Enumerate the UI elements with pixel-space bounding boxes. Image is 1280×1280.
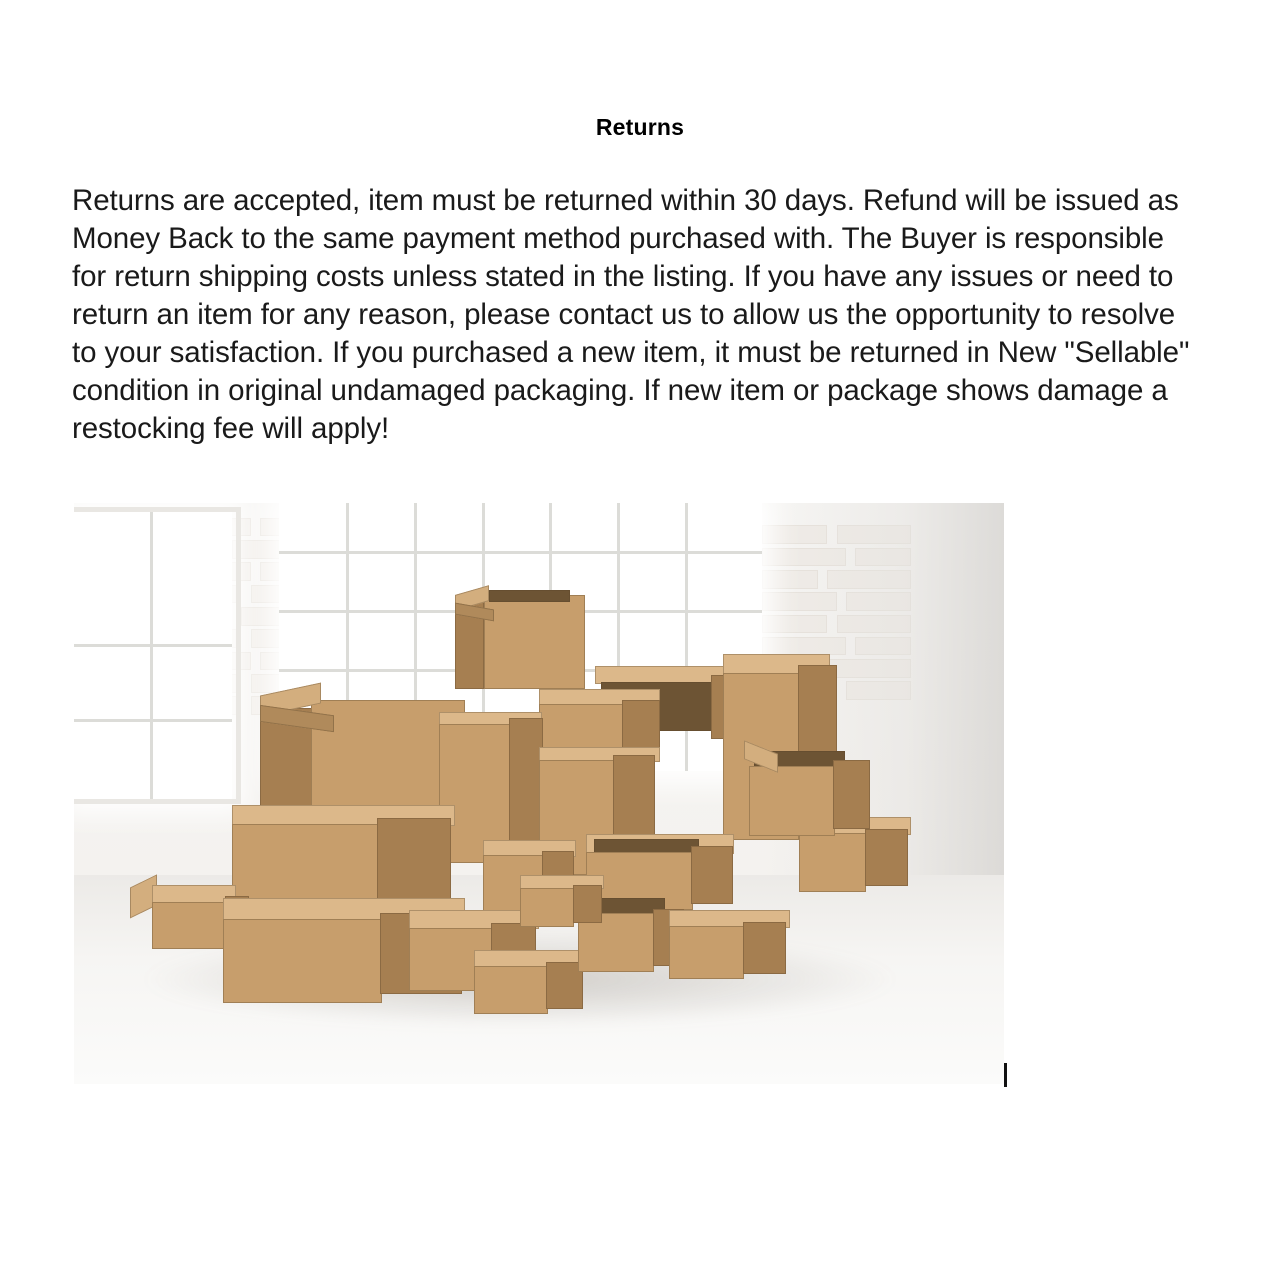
box-open-top-back	[455, 590, 585, 689]
returns-policy-text: Returns are accepted, item must be returned within 30 days. Refund will be issued as Money Back to the same payment method purchased with. The Buyer is responsible for return shipping costs unless stated in the listing. If you have any issues or need to return an item for any reason, please contact us to allow us the opportunity to resolve to your satisfaction. If you purchased a new item, it must be returned in New "Sellable" condition in original undamaged packaging. If new item or package shows damage a restocking fee will apply!	[72, 184, 1190, 445]
box-left-open-flaps	[260, 689, 465, 823]
photo-room-background	[74, 503, 1004, 1084]
box-right-open-lid	[744, 747, 874, 840]
box-front-right-small	[520, 875, 604, 927]
box-front-center-b	[474, 950, 586, 1014]
page-title: Returns	[595, 114, 685, 140]
cardboard-boxes-photo	[74, 503, 1004, 1084]
box-front-right	[669, 910, 790, 980]
box-mid-back-upper	[539, 689, 660, 753]
text-cursor	[1004, 1063, 1007, 1087]
box-left-lower-large	[232, 805, 455, 910]
